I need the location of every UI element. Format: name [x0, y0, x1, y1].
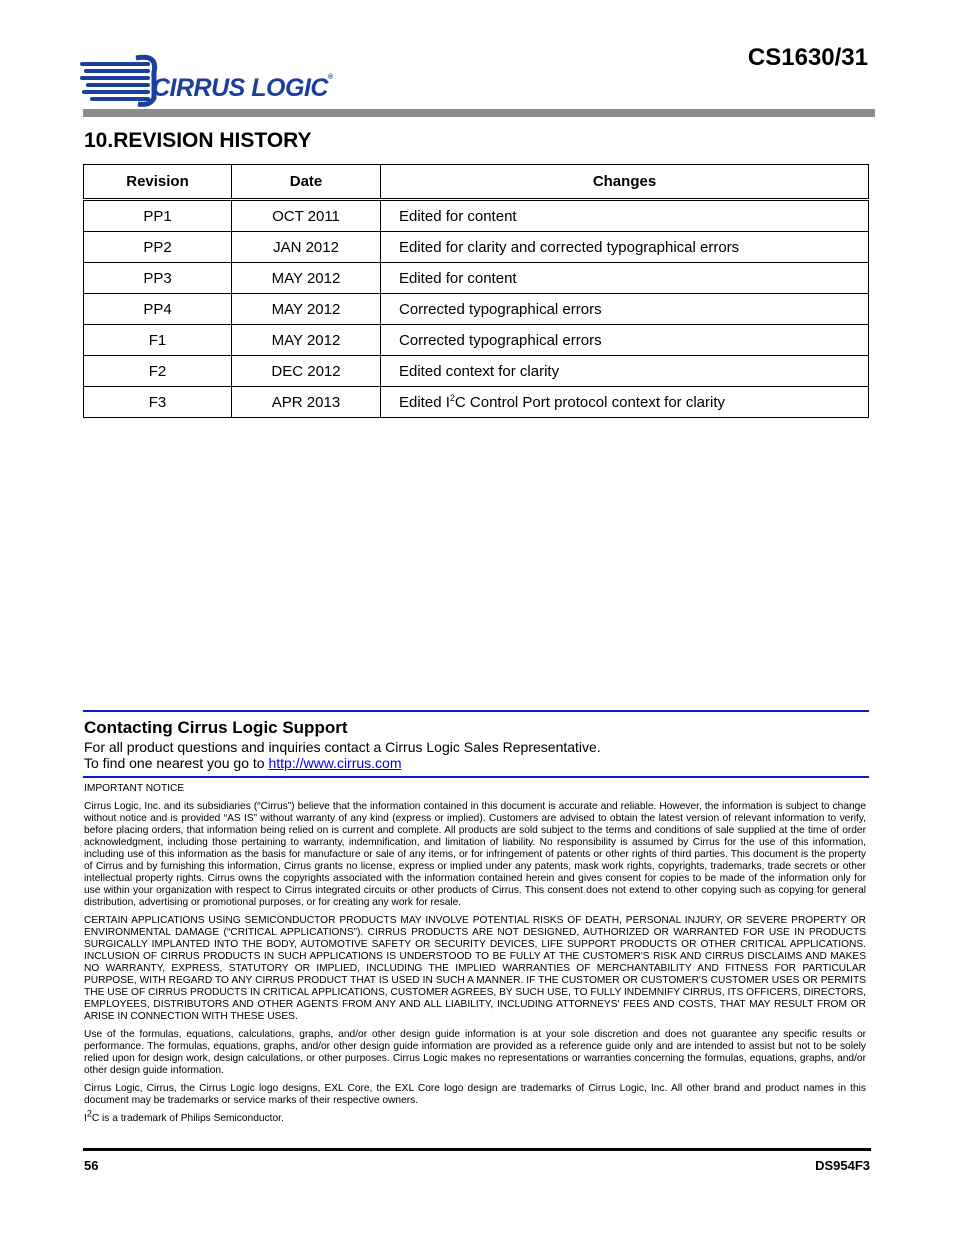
important-notice — [84, 783, 866, 1131]
cirrus-website-link[interactable]: http://www.cirrus.com — [268, 755, 402, 771]
notice-paragraph: Use of the formulas, equations, calculations, graphs, and/or other design guide information is at your sole discretion and does not guarantee any specific results or performance. The formulas, equations, graphs, and/or other design guide information are provided as a reference guide only and are intended to assist but not to be solely relied upon for design work, design calculations, or other purposes. Cirrus Logic makes no representations or warranties concerning the formulas, equations, graphs, and/or other design guide information. — [84, 1029, 866, 1076]
table-header-row — [84, 165, 869, 200]
cell-revision: PP2 — [84, 232, 232, 263]
column-header-date: Date — [232, 165, 381, 200]
cell-date: APR 2013 — [232, 387, 381, 418]
notice-paragraph: CERTAIN APPLICATIONS USING SEMICONDUCTOR PRODUCTS MAY INVOLVE POTENTIAL RISKS OF DEATH, PERSONAL INJURY, OR SEVERE PROPERTY OR ENVIRONMENTAL DAMAGE (“CRITICAL APPLICATIONS”). CIRRUS PRODUCTS ARE NOT DESIGNED, AUTHORIZED OR WARRANTED FOR USE IN PRODUCTS SURGICALLY IMPLANTED INTO THE BODY, AUTOMOTIVE SAFETY OR SECURITY DEVICES, LIFE SUPPORT PRODUCTS OR OTHER CRITICAL APPLICATIONS. INCLUSION OF CIRRUS PRODUCTS IN SUCH APPLICATIONS IS UNDERSTOOD TO BE FULLY AT THE CUSTOMER'S RISK AND CIRRUS DISCLAIMS AND MAKES NO WARRANTY, EXPRESS, STATUTORY OR IMPLIED, INCLUDING THE IMPLIED WARRANTIES OF MERCHANTABILITY AND FITNESS FOR PARTICULAR PURPOSE, WITH REGARD TO ANY CIRRUS PRODUCT THAT IS USED IN SUCH A MANNER. IF THE CUSTOMER OR CUSTOMER'S CUSTOMER USES OR PERMITS THE USE OF CIRRUS PRODUCTS IN CRITICAL APPLICATIONS, CUSTOMER AGREES, BY SUCH USE, TO FULLY INDEMNIFY CIRRUS, ITS OFFICERS, DIRECTORS, EMPLOYEES, DISTRIBUTORS AND OTHER AGENTS FROM ANY AND ALL LIABILITY, INCLUDING ATTORNEYS' FEES AND COSTS, THAT MAY RESULT FROM OR ARISE IN CONNECTION WITH THESE USES. — [84, 915, 866, 1022]
notice-paragraph: Cirrus Logic, Cirrus, the Cirrus Logic logo designs, EXL Core, the EXL Core logo design are trademarks of Cirrus Logic, Inc. All other brand and product names in this document may be trademarks or service marks of their respective owners. — [84, 1083, 866, 1106]
column-header-changes: Changes — [381, 165, 869, 200]
document-id: DS954F3 — [815, 1158, 870, 1173]
table-row — [84, 232, 869, 263]
cell-changes: Edited $I^2C$ Control Port protocol context for clarity — [381, 387, 869, 418]
cell-date: MAY 2012 — [232, 263, 381, 294]
cell-revision: F2 — [84, 356, 232, 387]
table-row — [84, 387, 869, 418]
cell-changes: Corrected typographical errors — [381, 325, 869, 356]
cell-date: JAN 2012 — [232, 232, 381, 263]
table-row — [84, 356, 869, 387]
table-row — [84, 263, 869, 294]
document-title: CS1630/31 — [747, 44, 868, 71]
cell-date: DEC 2012 — [232, 356, 381, 387]
footer-rule — [83, 1148, 871, 1151]
cell-revision: F1 — [84, 325, 232, 356]
cell-changes: Edited context for clarity — [381, 356, 869, 387]
contact-title: Contacting Cirrus Logic Support — [84, 718, 348, 737]
notice-heading: IMPORTANT NOTICE — [84, 783, 185, 794]
cell-revision: PP4 — [84, 294, 232, 325]
cell-changes: Edited for clarity and corrected typographical errors — [381, 232, 869, 263]
table-row — [84, 325, 869, 356]
notice-paragraph: $I^2C$ is a trademark of Philips Semiconductor. — [84, 1108, 284, 1124]
cell-revision: PP3 — [84, 263, 232, 294]
cell-changes: Corrected typographical errors — [381, 294, 869, 325]
table-row — [84, 200, 869, 232]
cell-date: OCT 2011 — [232, 200, 381, 232]
cell-changes: Edited for content — [381, 200, 869, 232]
contact-line-1: For all product questions and inquiries contact a Cirrus Logic Sales Representative. — [84, 739, 601, 755]
notice-paragraph: Cirrus Logic, Inc. and its subsidiaries (“Cirrus”) believe that the information contained in this document is accurate and reliable. However, the information is subject to change without notice and is provided “AS IS” without warranty of any kind (express or implied). Customers are advised to obtain the latest version of relevant information to verify, before placing orders, that information being relied on is current and complete. All products are sold subject to the terms and conditions of sale supplied at the time of order acknowledgment, including those pertaining to warranty, indemnification, and limitation of liability. No responsibility is assumed by Cirrus for the use of this information, including use of this information as the basis for manufacture or sale of any items, or for infringement of patents or other rights of third parties. This document is the property of Cirrus and by furnishing this information, Cirrus grants no license, express or implied under any patents, mask work rights, copyrights, trademarks, trade secrets or other intellectual property rights. Cirrus owns the copyrights associated with the information contained herein and gives consent for copies to be made of the information only for use within your organization with respect to Cirrus integrated circuits or other products of Cirrus. This consent does not extend to other copying such as copying for general distribution, advertising or promotional purposes, or for creating any work for resale. — [84, 801, 866, 908]
cell-date: MAY 2012 — [232, 294, 381, 325]
contact-bottom-rule — [83, 776, 869, 778]
revision-history-table — [83, 164, 869, 418]
page-number: 56 — [84, 1158, 99, 1173]
column-header-revision: Revision — [84, 165, 232, 200]
cell-revision: PP1 — [84, 200, 232, 232]
logo-wordmark: CIRRUS LOGIC® — [152, 74, 333, 102]
header-rule — [83, 109, 875, 117]
cell-date: MAY 2012 — [232, 325, 381, 356]
section-title: 10.REVISION HISTORY — [84, 129, 312, 152]
cell-changes: Edited for content — [381, 263, 869, 294]
contact-line-2: To find one nearest you go to http://www.cirrus.com — [84, 755, 402, 771]
table-row — [84, 294, 869, 325]
contact-top-rule — [83, 710, 869, 712]
cell-revision: F3 — [84, 387, 232, 418]
